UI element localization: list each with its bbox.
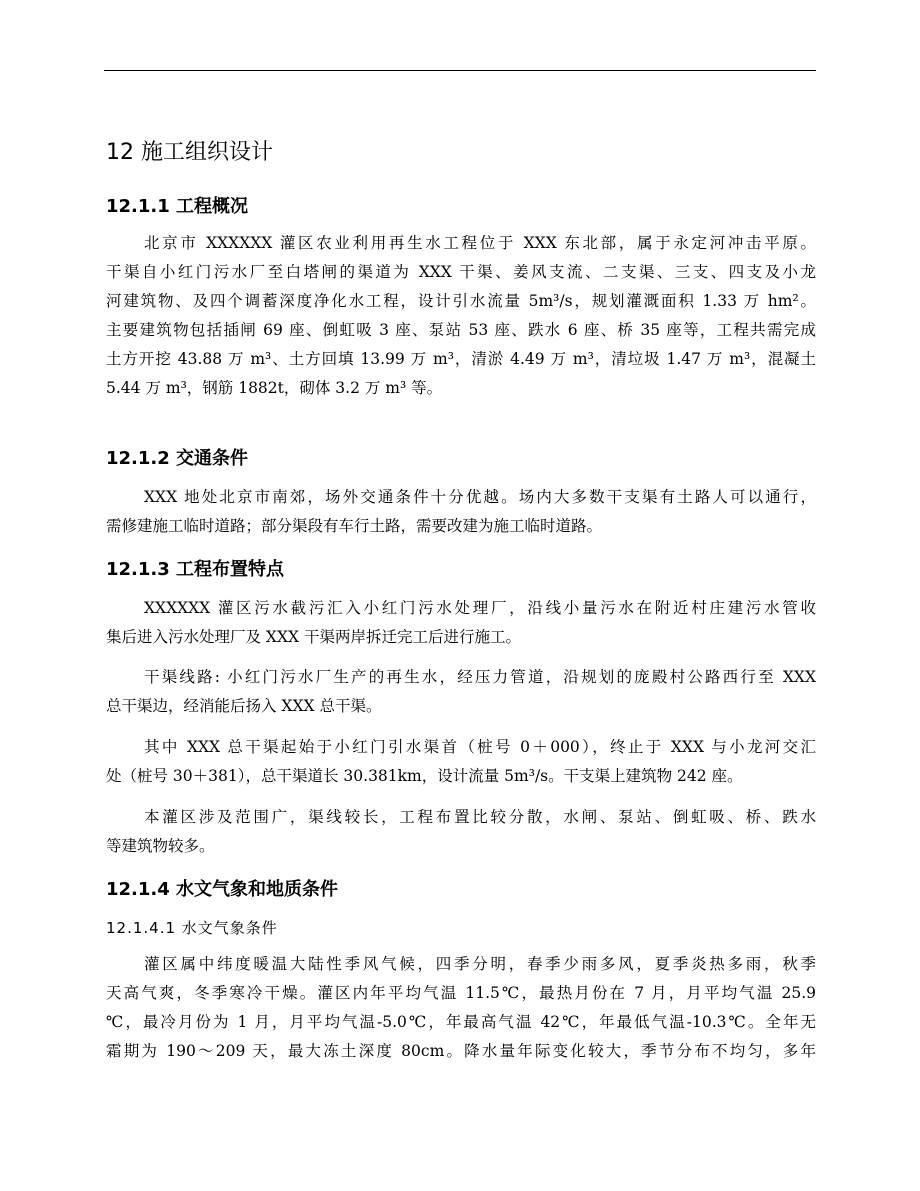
- text-line: XXXXXX 灌区污水截污汇入小红门污水处理厂，沿线小量污水在附近村庄建污水管收: [144, 599, 816, 617]
- text-line: 总干渠边，经消能后扬入 XXX 总干渠。: [106, 697, 382, 715]
- paragraph: [106, 229, 816, 403]
- text-line: 干渠自小红门污水厂至白塔闸的渠道为 XXX 干渠、姜风支流、二支渠、三支、四支及小龙: [106, 263, 816, 281]
- text-line: 干渠线路: 小红门污水厂生产的再生水，经压力管道，沿规划的庞殿村公路西行至 XXX: [144, 668, 816, 686]
- text-line: 其中 XXX 总干渠起始于小红门引水渠首（桩号 0＋000），终止于 XXX 与小龙河交汇: [144, 738, 816, 756]
- section-title-12-1-4: 12.1.4 水文气象和地质条件: [106, 879, 339, 900]
- section-title-12-1-2: 12.1.2 交通条件: [106, 448, 249, 469]
- text-line: 本灌区涉及范围广，渠线较长，工程布置比较分散，水闸、泵站、倒虹吸、桥、跌水: [144, 808, 816, 826]
- paragraph: [106, 733, 816, 791]
- section-title-12-1-3: 12.1.3 工程布置特点: [106, 559, 285, 580]
- text-line: 处（桩号 30＋381），总干渠道长 30.381km，设计流量 5m³/s。干支渠上建筑物 242 座。: [106, 767, 743, 785]
- text-line: 集后进入污水处理厂及 XXX 干渠两岸拆迁完工后进行施工。: [106, 628, 521, 646]
- text-line: 天高气爽，冬季寒冷干燥。灌区内年平均气温 11.5℃，最热月份在 7 月，月平均气温 25.9: [106, 984, 816, 1002]
- text-line: 灌区属中纬度暖温大陆性季风气候，四季分明，春季少雨多风，夏季炎热多雨，秋季: [144, 955, 816, 973]
- paragraph: [106, 663, 816, 721]
- text-line: 主要建筑物包括插闸 69 座、倒虹吸 3 座、泵站 53 座、跌水 6 座、桥 35 座等，工程共需完成: [106, 321, 816, 339]
- paragraph: [106, 594, 816, 652]
- paragraph: [106, 483, 816, 541]
- text-line: 土方开挖 43.88 万 m³、土方回填 13.99 万 m³，清淤 4.49 万 m³，清垃圾 1.47 万 m³，混凝土: [106, 350, 816, 368]
- text-line: 霜期为 190～209 天，最大冻土深度 80cm。降水量年际变化较大，季节分布不均匀，多年: [106, 1042, 816, 1060]
- text-line: 需修建施工临时道路；部分渠段有车行土路，需要改建为施工临时道路。: [106, 517, 603, 535]
- chapter-heading: 12 施工组织设计: [106, 140, 273, 165]
- section-title-12-1-1: 12.1.1 工程概况: [106, 196, 249, 217]
- subsection-title-12-1-4-1: 12.1.4.1 水文气象条件: [106, 919, 278, 937]
- header-rule: [104, 70, 816, 71]
- text-line: ℃，最冷月份为 1 月，月平均气温-5.0℃，年最高气温 42℃，年最低气温-10.3℃。全年无: [106, 1013, 816, 1031]
- text-line: 河建筑物、及四个调蓄深度净化水工程，设计引水流量 5m³/s，规划灌溉面积 1.33 万 hm²。: [106, 292, 816, 310]
- text-line: 5.44 万 m³，钢筋 1882t，砌体 3.2 万 m³ 等。: [106, 379, 443, 397]
- text-line: 等建筑物较多。: [106, 837, 215, 855]
- paragraph: [106, 950, 816, 1066]
- text-line: XXX 地处北京市南郊，场外交通条件十分优越。场内大多数干支渠有土路人可以通行，: [144, 488, 816, 506]
- text-line: 北京市 XXXXXX 灌区农业利用再生水工程位于 XXX 东北部，属于永定河冲击平原。: [144, 234, 816, 252]
- paragraph: [106, 803, 816, 861]
